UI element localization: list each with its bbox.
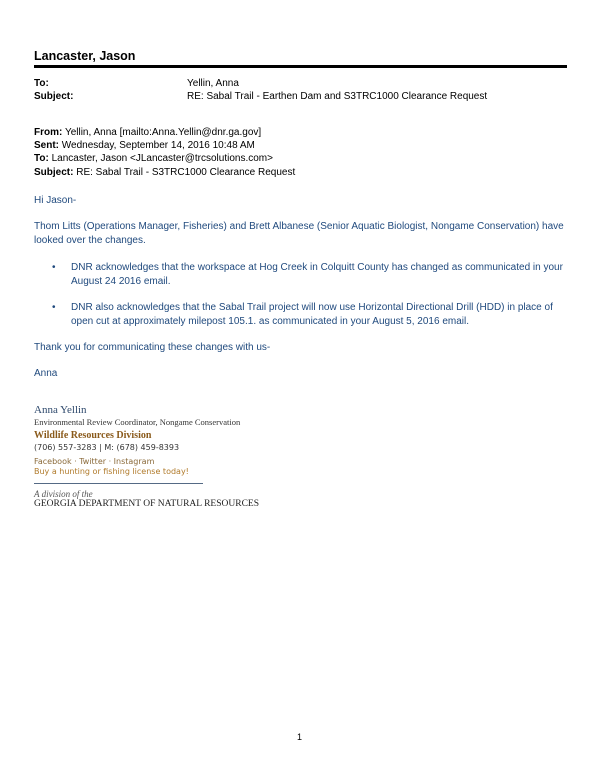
- signoff: Anna: [34, 368, 58, 379]
- bullet-line: open cut at approximately milepost 105.1. as communicated in your August 5, 2016 email.: [71, 316, 470, 327]
- page-number: 1: [297, 732, 303, 742]
- bullet-line: DNR acknowledges that the workspace at Hog Creek in Colquitt County has changed as communicated in your: [71, 262, 563, 273]
- original-to-value: Lancaster, Jason <JLancaster@trcsolutions.com>: [48, 153, 273, 164]
- signature-divider: [34, 483, 203, 484]
- signature-name: Anna Yellin: [34, 404, 87, 416]
- signature-title: Environmental Review Coordinator, Nongame Conservation: [34, 417, 241, 427]
- original-subject-line: [34, 167, 295, 178]
- to-label: To:: [34, 78, 49, 89]
- subject-label: Subject:: [34, 91, 74, 102]
- original-to-label: To:: [34, 153, 49, 164]
- original-to-line: [34, 153, 273, 164]
- sent-line: [34, 140, 255, 151]
- original-subject-label: Subject:: [34, 167, 74, 178]
- from-value: Yellin, Anna [mailto:Anna.Yellin@dnr.ga.gov]: [62, 127, 262, 138]
- from-label: From:: [34, 127, 63, 138]
- social-links[interactable]: Facebook · Twitter · Instagram: [34, 457, 155, 466]
- subject-value: RE: Sabal Trail - Earthen Dam and S3TRC1000 Clearance Request: [187, 91, 488, 102]
- sent-value: Wednesday, September 14, 2016 10:48 AM: [59, 140, 255, 151]
- closing-line: Thank you for communicating these changes with us-: [34, 342, 271, 353]
- department-name: GEORGIA DEPARTMENT OF NATURAL RESOURCES: [34, 499, 259, 509]
- sender-name-heading: Lancaster, Jason: [34, 49, 136, 63]
- bullet-icon: •: [52, 262, 56, 273]
- bullet-icon: •: [52, 302, 56, 313]
- signature-division: Wildlife Resources Division: [34, 430, 152, 441]
- paragraph-line: looked over the changes.: [34, 235, 146, 246]
- from-line: [34, 127, 261, 138]
- original-subject-value: RE: Sabal Trail - S3TRC1000 Clearance Request: [73, 167, 296, 178]
- signature-phone: (706) 557-3283 | M: (678) 459-8393: [34, 443, 180, 452]
- sent-label: Sent:: [34, 140, 59, 151]
- paragraph-line: Thom Litts (Operations Manager, Fisheries) and Brett Albanese (Senior Aquatic Biologist, Nongame Conservation) have: [34, 221, 564, 232]
- bullet-line: DNR also acknowledges that the Sabal Trail project will now use Horizontal Directional Drill (HDD) in place of: [71, 302, 553, 313]
- license-link[interactable]: Buy a hunting or fishing license today!: [34, 467, 189, 476]
- division-of-text: A division of the: [34, 489, 93, 499]
- greeting: Hi Jason-: [34, 195, 77, 206]
- bullet-line: August 24 2016 email.: [71, 276, 171, 287]
- to-value: Yellin, Anna: [187, 78, 239, 89]
- header-rule: [34, 65, 567, 68]
